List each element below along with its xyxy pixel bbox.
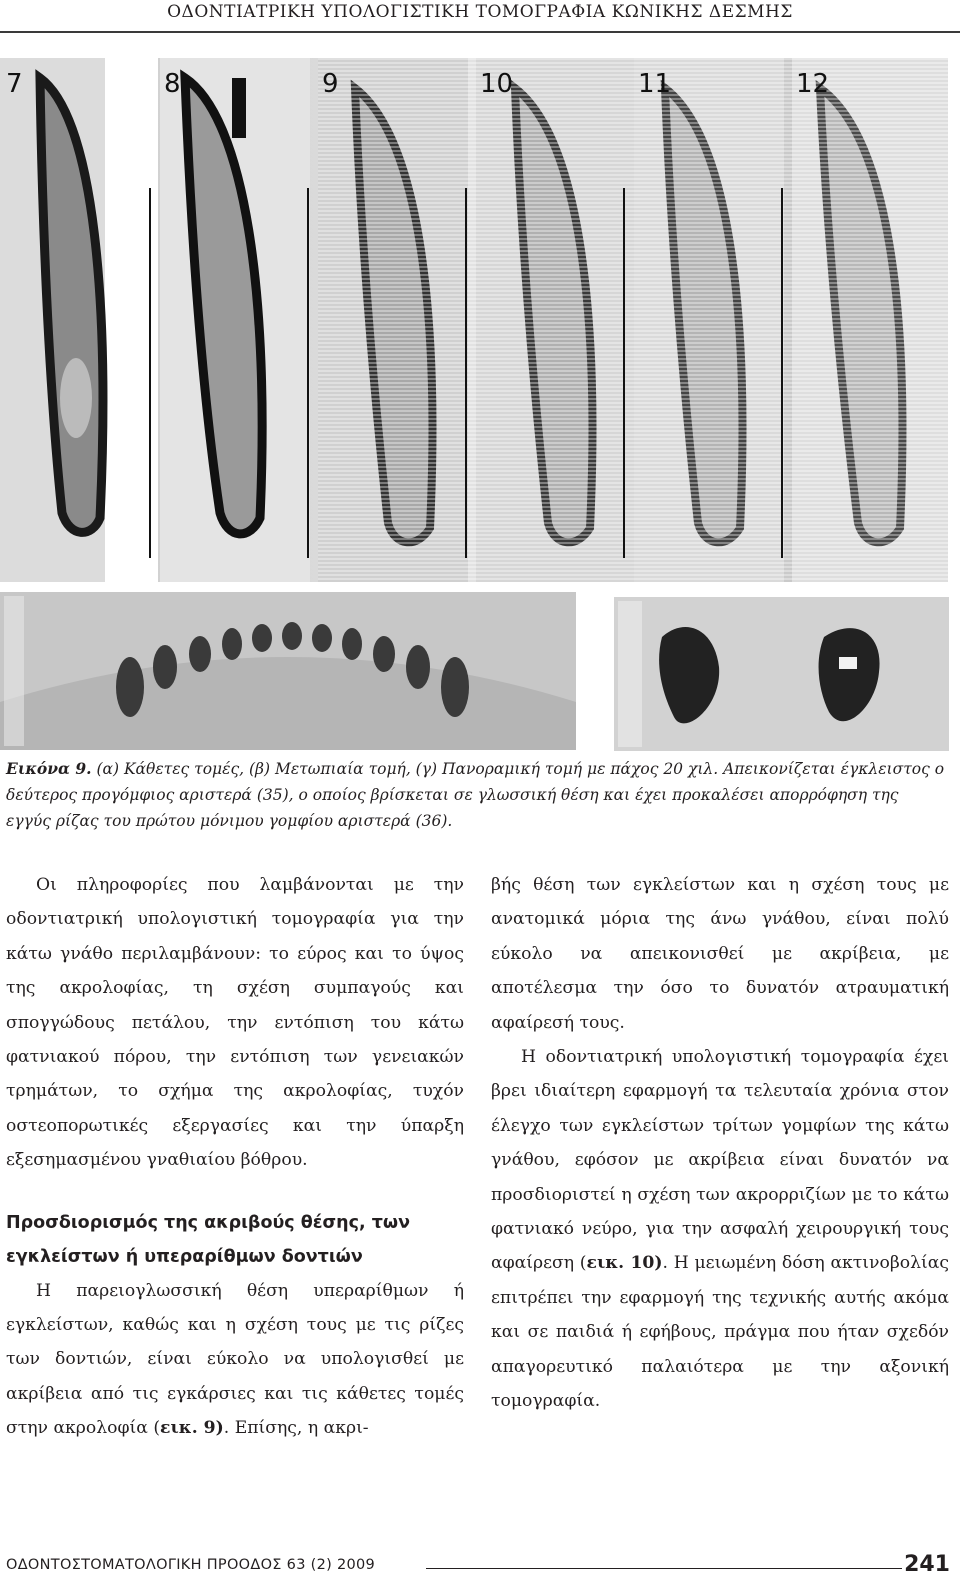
left-paragraph-2-end: . Επίσης, η ακρι- — [223, 1418, 369, 1439]
figure-ref-10: εικ. 10) — [586, 1253, 663, 1274]
footer-rule — [426, 1568, 902, 1569]
page-footer — [6, 1554, 950, 1580]
caption-text: (α) Κάθετες τομές, (β) Μετωπιαία τομή, (γ) Πανοραμική τομή με πάχος 20 χιλ. Απεικονίζεται έγκλειστος ο δεύτερος προγόμφιος αριστερά (35), ο οποίος βρίσκεται σε γλωσσική θέση και έχει προκαλέσει απορρόφηση της εγγύς ρίζας του πρώτου μόνιμου γομφίου αριστερά (36). — [6, 760, 945, 830]
slice-number-label: 9 — [322, 69, 339, 99]
slice-number-label: 10 — [480, 69, 514, 99]
right-paragraph-2-end: . Η μειωμένη δόση ακτινοβολίας επιτρέπει την εφαρμογή της τεχνικής αυτής ακόμα και σε παιδιά ή εφήβους, πράγμα που ήταν σχεδόν απαγορευτικό παλαιότερα με την αξονική τομογραφία. — [491, 1253, 949, 1412]
right-paragraph-2 — [491, 1040, 949, 1418]
right-paragraph-2-start: Η οδοντιατρική υπολογιστική τομογραφία έχει βρει ιδιαίτερη εφαρμογή τα τελευταία χρόνια στον έλεγχο των εγκλείστων τρίτων γομφίων της κάτω γνάθου, εφόσον με ακρίβεια είναι δυνατόν να προσδιοριστεί η σχέση των ακρορριζίων με το κάτω φατνιακό νεύρο, για την ασφαλή χειρουργική τους αφαίρεση ( — [491, 1047, 949, 1274]
header-rule — [0, 31, 960, 33]
slice-8 — [160, 58, 310, 582]
slice-number-label: 7 — [6, 69, 23, 99]
slice-number-label: 8 — [164, 69, 181, 99]
figure-9b-frontal-section — [0, 592, 576, 750]
figure-9c-panoramic-section — [614, 597, 949, 751]
figure-ref-9: εικ. 9) — [160, 1418, 224, 1439]
right-column — [491, 868, 949, 1419]
left-paragraph-2 — [6, 1274, 464, 1446]
page-number: 241 — [904, 1552, 950, 1577]
slice-number-label: 11 — [638, 69, 672, 99]
left-column — [6, 868, 464, 1446]
slice-number-label: 12 — [796, 69, 830, 99]
left-paragraph-2-start: Η παρειογλωσσική θέση υπεραρίθμων ή εγκλείστων, καθώς και η σχέση τους με τις ρίζες των δοντιών, είναι εύκολο να υπολογισθεί με ακρίβεια από τις εγκάρσιες και τις κάθετες τομές στην ακρολοφία ( — [6, 1280, 464, 1439]
left-paragraph-1: Οι πληροφορίες που λαμβάνονται με την οδοντιατρική υπολογιστική τομογραφία για την κάτω γνάθο περιλαμβάνουν: το εύρος και το ύψος της ακρολοφίας, τη σχέση συμπαγούς και σπογγώδους πετάλου, την εντόπιση του κάτω φατνιακού πόρου, την εντόπιση των γενειακών τρημάτων, το σχήμα της ακρολοφίας, τυχόν οστεοπορωτικές εξεργασίες και την ύπαρξη εξεσημασμένου γναθιαίου βόθρου. — [6, 875, 464, 1171]
running-title: ΟΔΟΝΤΙΑΤΡΙΚΗ ΥΠΟΛΟΓΙΣΤΙΚΗ ΤΟΜΟΓΡΑΦΙΑ ΚΩΝΙΚΗΣ ΔΕΣΜΗΣ — [167, 2, 793, 22]
figure-9a-cross-sections — [0, 58, 948, 582]
figure-caption — [6, 756, 948, 834]
journal-name: ΟΔΟΝΤΟΣΤΟΜΑΤΟΛΟΓΙΚΗ ΠΡΟΟΔΟΣ 63 (2) 2009 — [6, 1557, 376, 1573]
right-paragraph-1: βής θέση των εγκλείστων και η σχέση τους με ανατομικά μόρια της άνω γνάθου, είναι πολύ εύκολο να απεικονισθεί με ακρίβεια, με αποτέλεσμα την όσο το δυνατόν ατραυματική αφαίρεσή τους. — [491, 875, 949, 1033]
caption-label: Εικόνα 9. — [6, 759, 92, 778]
section-heading: Προσδιορισμός της ακριβούς θέσης, των εγκλείστων ή υπεραρίθμων δοντιών — [6, 1212, 411, 1267]
slice-7 — [0, 58, 158, 582]
